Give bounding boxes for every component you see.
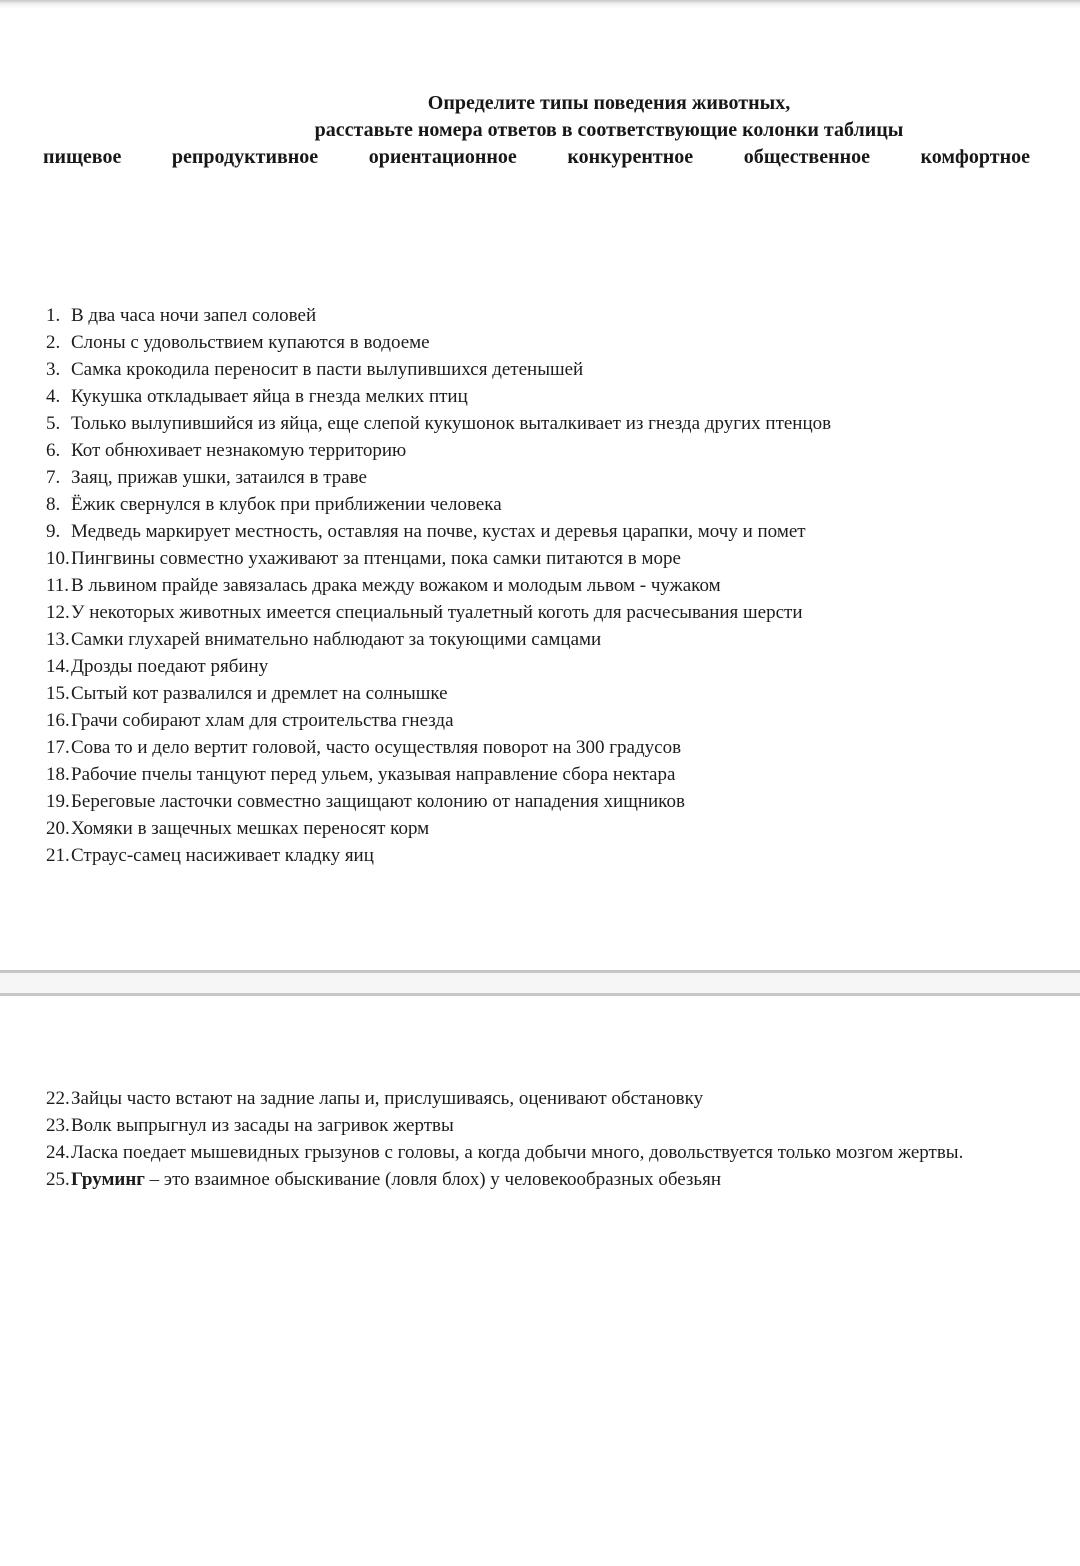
list-item-text: Груминг – это взаимное обыскивание (ловля блох) у человекообразных обезьян xyxy=(71,1169,722,1190)
list-item-number: 25. xyxy=(46,1169,70,1190)
list-item xyxy=(0,707,1080,734)
list-item-text: Медведь маркирует местность, оставляя на почве, кустах и деревья царапки, мочу и помет xyxy=(71,521,806,542)
list-item-text: Ласка поедает мышевидных грызунов с головы, а когда добычи много, довольствуется только мозгом жертвы. xyxy=(71,1142,964,1163)
worksheet-title xyxy=(138,90,1080,144)
list-item-number: 18. xyxy=(46,764,70,785)
list-item xyxy=(0,734,1080,761)
list-item-text: Только вылупившийся из яйца, еще слепой кукушонок выталкивает из гнезда других птенцов xyxy=(71,413,832,434)
list-item xyxy=(0,302,1080,329)
page-break-divider xyxy=(0,970,1080,996)
list-item xyxy=(0,788,1080,815)
list-item-number: 16. xyxy=(46,710,70,731)
list-item-text: Сова то и дело вертит головой, часто осуществляя поворот на 300 градусов xyxy=(71,737,682,758)
list-item-number: 5. xyxy=(46,413,61,434)
page-break-bottom-line xyxy=(0,993,1080,996)
behavior-column-headers xyxy=(43,144,1030,171)
list-item-text: Береговые ласточки совместно защищают колонию от нападения хищников xyxy=(71,791,685,812)
list-item-number: 7. xyxy=(46,467,61,488)
list-item-text: Грачи собирают хлам для строительства гнезда xyxy=(71,710,454,731)
list-item-text: Дрозды поедают рябину xyxy=(71,656,269,677)
list-item-number: 15. xyxy=(46,683,70,704)
list-item xyxy=(0,761,1080,788)
column-header-2: репродуктивное xyxy=(171,146,319,168)
list-item-number: 19. xyxy=(46,791,70,812)
list-item xyxy=(0,626,1080,653)
list-item-number: 4. xyxy=(46,386,61,407)
list-item-text: Зайцы часто встают на задние лапы и, прислушиваясь, оценивают обстановку xyxy=(71,1088,704,1109)
list-item-text: Самки глухарей внимательно наблюдают за токующими самцами xyxy=(71,629,602,650)
title-line-1: Определите типы поведения животных, xyxy=(427,92,791,114)
list-item-number: 10. xyxy=(46,548,70,569)
column-header-6: комфортное xyxy=(920,146,1030,168)
column-header-3: ориентационное xyxy=(368,146,517,168)
list-item-number: 21. xyxy=(46,845,70,866)
list-item-text: У некоторых животных имеется специальный туалетный коготь для расчесывания шерсти xyxy=(71,602,803,623)
page-top-shadow xyxy=(0,0,1080,9)
list-item-number: 22. xyxy=(46,1088,70,1109)
list-item xyxy=(0,464,1080,491)
list-item-text: Страус-самец насиживает кладку яиц xyxy=(71,845,374,866)
list-item xyxy=(0,329,1080,356)
list-item-text: В два часа ночи запел соловей xyxy=(71,305,317,326)
column-header-5: общественное xyxy=(743,146,870,168)
list-item-number: 3. xyxy=(46,359,61,380)
list-item-text: Хомяки в защечных мешках переносят корм xyxy=(71,818,430,839)
list-item-text: В львином прайде завязалась драка между вожаком и молодым львом - чужаком xyxy=(71,575,721,596)
list-item xyxy=(0,383,1080,410)
list-item-number: 12. xyxy=(46,602,70,623)
list-item-text: Заяц, прижав ушки, затаился в траве xyxy=(71,467,367,488)
list-item xyxy=(0,410,1080,437)
bold-term: Груминг xyxy=(71,1169,145,1190)
column-header-1: пищевое xyxy=(43,146,122,168)
list-item-text: Самка крокодила переносит в пасти вылупившихся детенышей xyxy=(71,359,584,380)
list-item xyxy=(0,356,1080,383)
list-item xyxy=(0,599,1080,626)
title-line-2: расставьте номера ответов в соответствующие колонки таблицы xyxy=(314,119,904,141)
column-header-4: конкурентное xyxy=(567,146,694,168)
list-item-number: 13. xyxy=(46,629,70,650)
list-item xyxy=(0,680,1080,707)
question-list-items-22-25 xyxy=(0,1085,1080,1193)
list-item-number: 6. xyxy=(46,440,61,461)
list-item xyxy=(0,545,1080,572)
list-item xyxy=(0,572,1080,599)
question-list-items-1-21 xyxy=(0,302,1080,869)
list-item xyxy=(0,518,1080,545)
list-item-number: 17. xyxy=(46,737,70,758)
list-item xyxy=(0,1085,1080,1112)
list-item-text: Сытый кот развалился и дремлет на солнышке xyxy=(71,683,448,704)
list-item-text: Рабочие пчелы танцуют перед ульем, указывая направление сбора нектара xyxy=(71,764,676,785)
list-item-text: Ёжик свернулся в клубок при приближении человека xyxy=(71,494,502,515)
page-break-gap xyxy=(0,973,1080,993)
list-item-text: Кукушка откладывает яйца в гнезда мелких птиц xyxy=(71,386,468,407)
list-item xyxy=(0,491,1080,518)
list-item-number: 11. xyxy=(46,575,70,596)
list-item-number: 1. xyxy=(46,305,61,326)
list-item xyxy=(0,815,1080,842)
list-item xyxy=(0,437,1080,464)
list-item-number: 20. xyxy=(46,818,70,839)
list-item xyxy=(0,1139,1080,1166)
list-item-number: 14. xyxy=(46,656,70,677)
list-item xyxy=(0,842,1080,869)
list-item-number: 24. xyxy=(46,1142,70,1163)
list-item-number: 23. xyxy=(46,1115,70,1136)
list-item xyxy=(0,1112,1080,1139)
list-item-number: 8. xyxy=(46,494,61,515)
list-item xyxy=(0,1166,1080,1193)
list-item xyxy=(0,653,1080,680)
list-item-text: Кот обнюхивает незнакомую территорию xyxy=(71,440,407,461)
list-item-text: Пингвины совместно ухаживают за птенцами, пока самки питаются в море xyxy=(71,548,681,569)
list-item-number: 9. xyxy=(46,521,61,542)
list-item-text: Слоны с удовольствием купаются в водоеме xyxy=(71,332,430,353)
list-item-text: Волк выпрыгнул из засады на загривок жертвы xyxy=(71,1115,454,1136)
list-item-number: 2. xyxy=(46,332,61,353)
